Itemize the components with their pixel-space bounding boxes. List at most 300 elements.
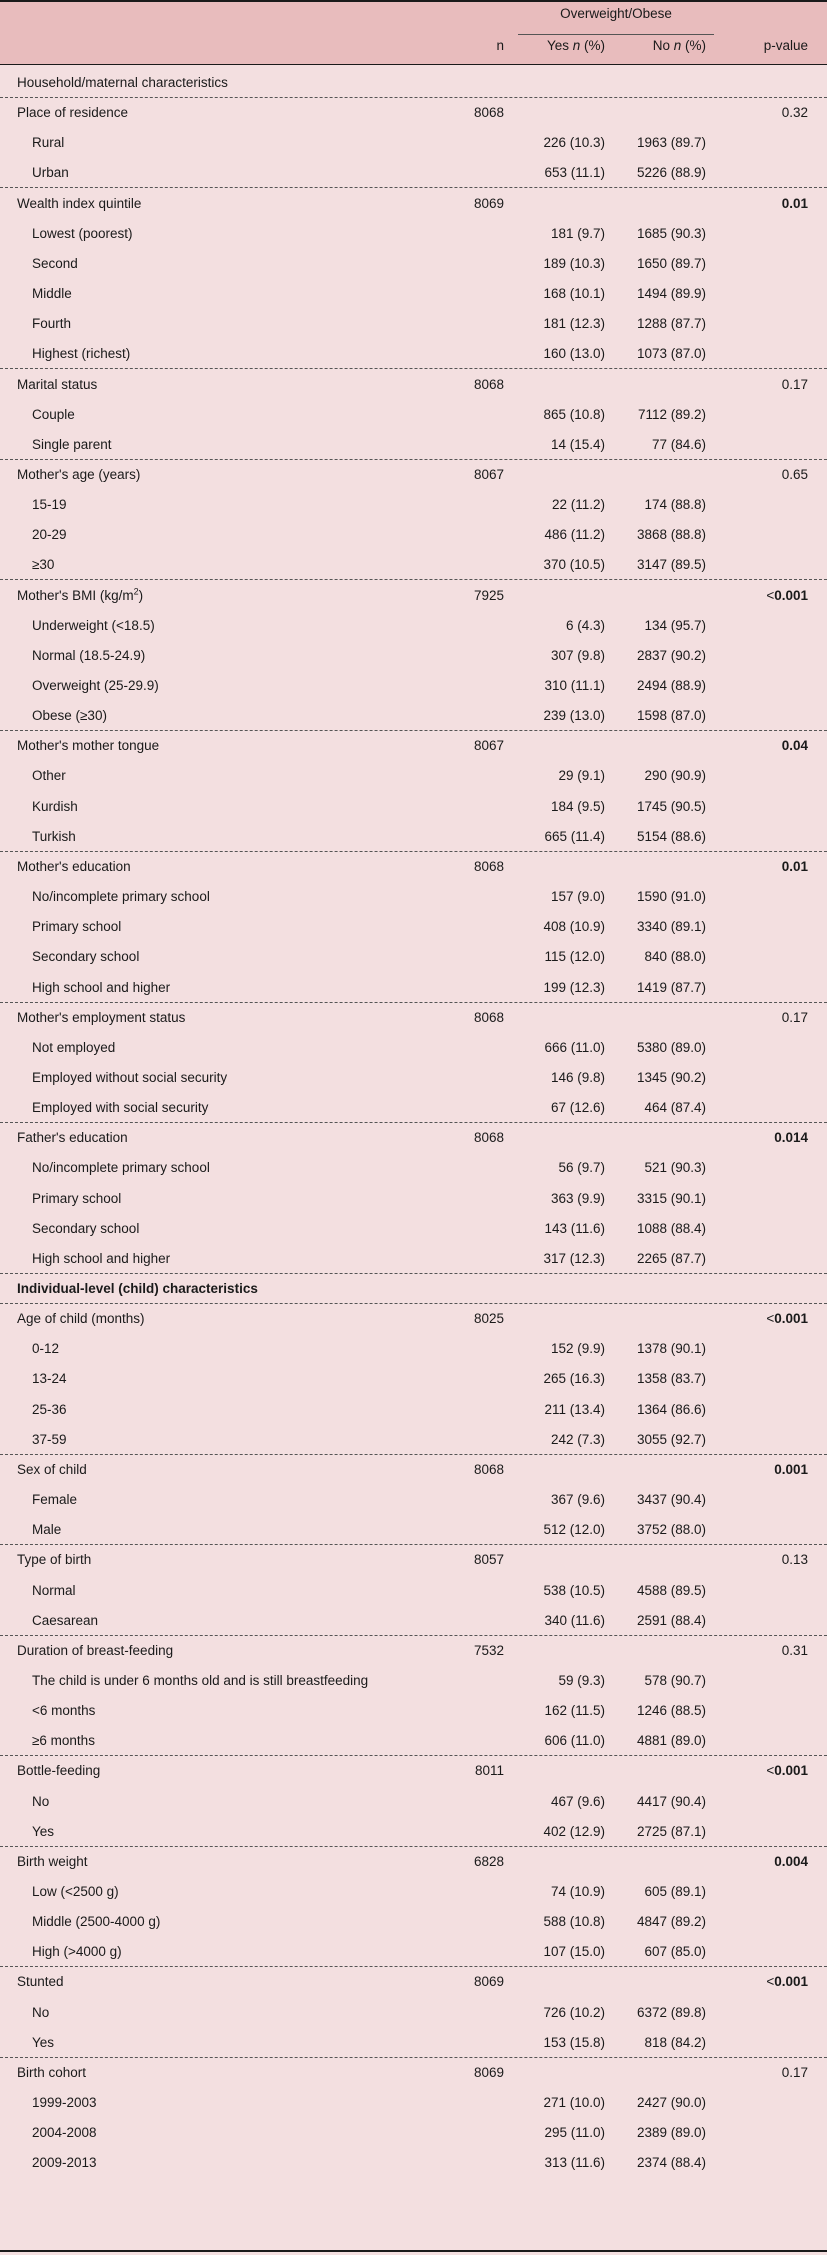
row-label-text: Age of child (months) [17,1311,145,1327]
header-rule [0,64,827,65]
row-label-text: High school and higher [32,1250,171,1266]
table-row [0,1274,827,1304]
row-label-text: Stunted [17,1974,64,1990]
p-value-text: 0.31 [781,1642,808,1658]
row-label-text: 2004-2008 [32,2125,97,2141]
row-label-text: Underweight (<18.5) [32,617,155,633]
cell-no: 2591 (88.4) [636,1612,706,1628]
cell-yes: 67 (12.6) [550,1100,605,1116]
row-label [17,1304,145,1334]
row-label [32,1334,59,1364]
p-value-text: 0.32 [781,105,808,121]
row-label-text: Duration of breast-feeding [17,1642,174,1658]
row-label [32,792,78,822]
cell-yes: 59 (9.3) [558,1672,605,1688]
table-row [0,1666,827,1696]
table-row [0,1425,827,1455]
row-label-text: Mother's BMI (kg/m [17,587,134,603]
p-value-text: 0.01 [781,858,808,874]
cell-yes: 29 (9.1) [558,768,605,784]
cell-n: 8068 [473,376,504,392]
cell-n: 8067 [473,738,504,754]
cell-no: 3752 (88.0) [636,1522,706,1538]
row-label-text: 1999-2003 [32,2095,97,2111]
row-label-text: Mother's mother tongue [17,738,160,754]
row-label [17,1123,128,1153]
cell-yes: 295 (11.0) [544,2125,605,2141]
cell-yes: 152 (9.9) [550,1341,605,1357]
cell-yes: 157 (9.0) [550,889,605,905]
row-label [32,2028,54,2058]
cell-no: 3437 (90.4) [636,1492,706,1508]
row-label [32,912,121,942]
column-group-rule [518,34,714,35]
cell-no: 1590 (91.0) [636,889,706,905]
p-value-text: 0.04 [781,738,808,754]
cell-p-value [720,852,808,882]
row-label [32,942,139,972]
row-label-text: Yes [32,2034,55,2050]
table-row [0,2088,827,2118]
cell-n: 8067 [473,466,504,482]
cell-yes: 307 (9.8) [550,647,605,663]
row-label-text: Other [32,768,66,784]
row-label [17,370,97,400]
table-row [0,158,827,188]
row-label-text: Employed with social security [32,1100,209,1116]
table-row [0,1033,827,1063]
row-label-text: Middle [32,286,72,302]
row-label [32,2088,97,2118]
cell-p-value [720,1847,808,1877]
row-label-text: Single parent [32,436,112,452]
row-label [17,460,140,490]
cell-no: 3340 (89.1) [636,919,706,935]
cell-yes: 653 (11.1) [544,165,605,181]
table-row [0,671,827,701]
row-label-text: 0-12 [32,1341,60,1357]
p-value-text: 0.01 [781,195,808,211]
cell-yes: 239 (13.0) [543,708,605,724]
row-label-text: No/incomplete primary school [32,1160,210,1176]
cell-yes: 402 (12.9) [543,1823,605,1839]
row-label-text: Bottle-feeding [17,1763,101,1779]
table-row [0,852,827,882]
cell-no: 1650 (89.7) [636,255,706,271]
table-row [0,2028,827,2058]
row-label-text: Primary school [32,1190,122,1206]
cell-no: 840 (88.0) [644,949,706,965]
cell-yes: 665 (11.4) [544,828,605,844]
table-row [0,1967,827,1997]
row-label-text: Second [32,255,78,271]
row-label [32,1184,121,1214]
cell-yes: 6 (4.3) [565,617,605,633]
p-value-text: 0.004 [774,1853,808,1869]
table-row [0,1485,827,1515]
row-label [32,641,145,671]
table-row [0,973,827,1003]
row-label-text: Normal [32,1582,76,1598]
row-label-text: 15-19 [32,497,67,513]
table-row [0,370,827,400]
cell-p-value [720,1003,808,1033]
table-row [0,249,827,279]
cell-no: 1088 (88.4) [636,1220,706,1236]
table-row [0,792,827,822]
row-label [32,158,69,188]
cell-p-value [720,1545,808,1575]
cell-yes: 146 (9.8) [550,1069,605,1085]
bottom-rule [0,2250,827,2252]
cell-n: 8057 [473,1552,504,1568]
cell-no: 174 (88.8) [644,497,706,513]
row-label-text: Father's education [17,1130,128,1146]
row-label-text: Marital status [17,376,98,392]
table-row [0,2148,827,2178]
row-label [17,2058,86,2088]
table-row [0,1455,827,1485]
row-label-text: No [32,1793,50,1809]
cell-no: 4588 (89.5) [636,1582,706,1598]
p-value-text: 0.17 [781,1009,808,1025]
row-label [32,671,159,701]
table-row [0,1937,827,1967]
row-label [17,98,128,128]
row-label [32,1093,208,1123]
row-label [32,219,133,249]
cell-n: 7925 [473,587,504,603]
cell-no: 290 (90.9) [644,768,706,784]
cell-no: 1345 (90.2) [636,1069,706,1085]
table-row [0,550,827,580]
cell-p-value [720,2058,808,2088]
row-label-text: 2009-2013 [32,2155,97,2171]
table-row [0,1364,827,1394]
table-row [0,128,827,158]
cell-no: 1358 (83.7) [636,1371,706,1387]
table-row [0,1214,827,1244]
table-row [0,1244,827,1274]
cell-yes: 486 (11.2) [544,527,605,543]
cell-p-value [720,1756,808,1786]
row-label [32,2148,97,2178]
cell-p-value [720,189,808,219]
cell-n: 8068 [473,1009,504,1025]
row-label [32,761,66,791]
row-label-text: Birth cohort [17,2064,87,2080]
row-label [32,1726,95,1756]
row-label [32,822,76,852]
cell-yes: 606 (11.0) [544,1733,605,1749]
table-row [0,1153,827,1183]
row-label [32,520,67,550]
cell-yes: 865 (10.8) [543,406,605,422]
row-label-text: Employed without social security [32,1069,228,1085]
cell-no: 1598 (87.0) [636,708,706,724]
cell-yes: 143 (11.6) [544,1220,605,1236]
row-label-text: Turkish [32,828,76,844]
table-row [0,1756,827,1786]
cell-yes: 74 (10.9) [550,1884,605,1899]
table-row [0,2058,827,2088]
cell-no: 1246 (88.5) [636,1703,706,1719]
p-value-text: < [766,1311,775,1327]
row-label [32,2118,97,2148]
table-row [0,1817,827,1847]
row-label [32,1666,368,1696]
cell-no: 4881 (89.0) [636,1733,706,1749]
row-label [32,1907,160,1937]
cell-no: 1364 (86.6) [636,1401,706,1417]
row-label-text: Normal (18.5-24.9) [32,647,146,663]
p-value-tail: 0.001 [774,587,808,603]
column-group-header: Overweight/Obese [560,6,672,21]
cell-no: 605 (89.1) [644,1884,706,1899]
cell-n: 8025 [473,1311,504,1327]
cell-yes: 168 (10.1) [543,286,605,302]
cell-yes: 153 (15.8) [543,2034,605,2050]
table-row [0,761,827,791]
cell-yes: 14 (15.4) [550,436,605,452]
cell-p-value [720,1636,808,1666]
cell-no: 818 (84.2) [644,2034,706,2050]
row-label [32,1364,67,1394]
table-row [0,309,827,339]
p-value-tail: 0.001 [774,1311,808,1327]
row-label-text: Secondary school [32,1220,140,1236]
row-label-text: Yes [32,1823,55,1839]
cell-yes: 367 (9.6) [550,1492,605,1508]
p-value-text: < [766,1974,775,1990]
cell-p-value [720,581,808,611]
row-label [17,1636,173,1666]
cell-no: 1288 (87.7) [636,316,706,332]
row-label-text: Obese (≥30) [32,708,107,724]
row-label [17,1756,100,1786]
row-label-text: Primary school [32,919,122,935]
table-row [0,1998,827,2028]
row-label-text: Mother's age (years) [17,466,141,482]
table-row [0,68,827,98]
cell-yes: 56 (9.7) [558,1160,605,1176]
row-label [32,1576,76,1606]
table-row [0,2118,827,2148]
table-row [0,1576,827,1606]
cell-no: 4847 (89.2) [636,1914,706,1930]
table-row [0,882,827,912]
cell-yes: 666 (11.0) [544,1039,605,1055]
row-label-text: Kurdish [32,798,78,814]
cell-n: 7532 [473,1642,504,1658]
row-label [32,1817,54,1847]
cell-n: 8069 [473,195,504,211]
row-label-text: Fourth [32,316,72,332]
cell-no: 2389 (89.0) [636,2125,706,2141]
row-label [32,1033,115,1063]
row-label [17,68,228,98]
row-label [32,249,78,279]
cell-p-value [720,1455,808,1485]
table-row [0,581,827,611]
cell-yes: 242 (7.3) [550,1431,605,1447]
cell-no: 1685 (90.3) [636,225,706,241]
row-label [32,279,72,309]
cell-n: 8011 [474,1763,504,1779]
table-row [0,701,827,731]
row-label [32,1063,227,1093]
row-label-text: No/incomplete primary school [32,889,210,905]
top-rule [0,0,827,2]
table-row [0,219,827,249]
cell-no: 2374 (88.4) [636,2155,706,2171]
row-label-text: Mother's employment status [17,1009,186,1025]
cell-no: 5380 (89.0) [636,1039,706,1055]
p-value-text: 0.65 [781,466,808,482]
cell-yes: 370 (10.5) [543,557,605,573]
table-row [0,1787,827,1817]
cell-yes: 184 (9.5) [550,798,605,814]
cell-yes: 467 (9.6) [550,1793,605,1809]
row-label-text: Mother's education [17,858,131,874]
cell-no: 2427 (90.0) [636,2095,706,2111]
table-row [0,611,827,641]
row-label-text: Not employed [32,1039,116,1055]
table-row [0,1907,827,1937]
table-row [0,1606,827,1636]
row-label-text: Couple [32,406,75,422]
row-label-text: ≥30 [32,557,55,573]
cell-p-value [720,1967,808,1997]
table-row [0,1726,827,1756]
p-value-text: 0.13 [781,1552,808,1568]
p-value-tail: 0.001 [774,1763,808,1779]
cell-yes: 538 (10.5) [543,1582,605,1598]
cell-n: 8068 [473,105,504,121]
cell-yes: 340 (11.6) [544,1612,605,1628]
column-header-n: n [496,38,504,53]
row-label-tail: ) [138,587,144,603]
table-row [0,731,827,761]
table-row [0,1545,827,1575]
row-label [32,1425,67,1455]
cell-yes: 211 (13.4) [544,1401,605,1417]
row-label-text: Overweight (25-29.9) [32,678,159,693]
row-label [32,611,155,641]
cell-yes: 265 (16.3) [543,1371,605,1387]
p-value-text: 0.014 [774,1130,808,1146]
cell-no: 2265 (87.7) [636,1250,706,1266]
cell-n: 8068 [473,1461,504,1477]
row-label-text: Birth weight [17,1853,88,1869]
p-value-text: 0.17 [781,2064,808,2080]
cell-no: 5154 (88.6) [636,828,706,844]
table-row [0,1877,827,1907]
table-row [0,942,827,972]
cell-yes: 588 (10.8) [543,1914,605,1930]
cell-n: 8068 [473,1130,504,1146]
row-label-text: Type of birth [17,1552,92,1568]
table-row [0,490,827,520]
table-row [0,98,827,128]
row-label-text: Caesarean [32,1612,99,1628]
cell-p-value [720,1304,808,1334]
cell-no: 521 (90.3) [644,1160,706,1176]
row-label [17,731,159,761]
table-row [0,1304,827,1334]
row-label-text: Household/maternal characteristics [17,75,228,90]
row-label [17,1455,87,1485]
table-row [0,189,827,219]
row-label [32,309,71,339]
row-label [17,1847,88,1877]
row-label [17,1967,64,1997]
column-header-p-value: p-value [763,38,808,53]
row-label-text: 25-36 [32,1401,67,1417]
row-label-text: Sex of child [17,1461,87,1477]
table-row [0,400,827,430]
row-label-text: No [32,2004,50,2020]
row-label [32,701,107,731]
cell-no: 6372 (89.8) [636,2004,706,2020]
row-label [32,1395,67,1425]
row-label [32,1515,61,1545]
row-label [32,1244,170,1274]
cell-no: 2494 (88.9) [636,678,706,693]
row-label [32,400,75,430]
table-row [0,1063,827,1093]
cell-no: 134 (95.7) [644,617,706,633]
row-label-text: Highest (richest) [32,346,131,362]
cell-yes: 271 (10.0) [543,2095,605,2111]
table-row [0,1123,827,1153]
cell-no: 2725 (87.1) [636,1823,706,1839]
row-label [32,1606,98,1636]
cell-n: 8068 [473,858,504,874]
cell-p-value [720,1123,808,1153]
row-label-text: The child is under 6 months old and is still breastfeeding [32,1672,369,1688]
table-row [0,1334,827,1364]
row-label [32,128,64,158]
row-label [32,1877,119,1907]
cell-yes: 160 (13.0) [543,346,605,362]
row-label [32,882,210,912]
row-label-text: Middle (2500-4000 g) [32,1914,161,1930]
cell-p-value [720,731,808,761]
cell-no: 1963 (89.7) [636,135,706,151]
table-row [0,822,827,852]
table-row [0,460,827,490]
cell-yes: 408 (10.9) [543,919,605,935]
table-row [0,1636,827,1666]
cell-p-value [720,370,808,400]
table-row [0,279,827,309]
table-row [0,520,827,550]
cell-no: 464 (87.4) [644,1100,706,1116]
p-value-text: < [766,1763,775,1779]
cell-no: 3055 (92.7) [636,1431,706,1447]
cell-no: 1378 (90.1) [636,1341,706,1357]
cell-yes: 226 (10.3) [543,135,605,151]
cell-yes: 22 (11.2) [551,497,605,513]
row-label-text: Low (<2500 g) [32,1884,119,1899]
cell-no: 7112 (89.2) [637,406,706,422]
row-label-text: ≥6 months [32,1733,95,1749]
table-row [0,1093,827,1123]
cell-no: 1419 (87.7) [636,979,706,995]
row-label [17,1545,91,1575]
cell-yes: 726 (10.2) [543,2004,605,2020]
